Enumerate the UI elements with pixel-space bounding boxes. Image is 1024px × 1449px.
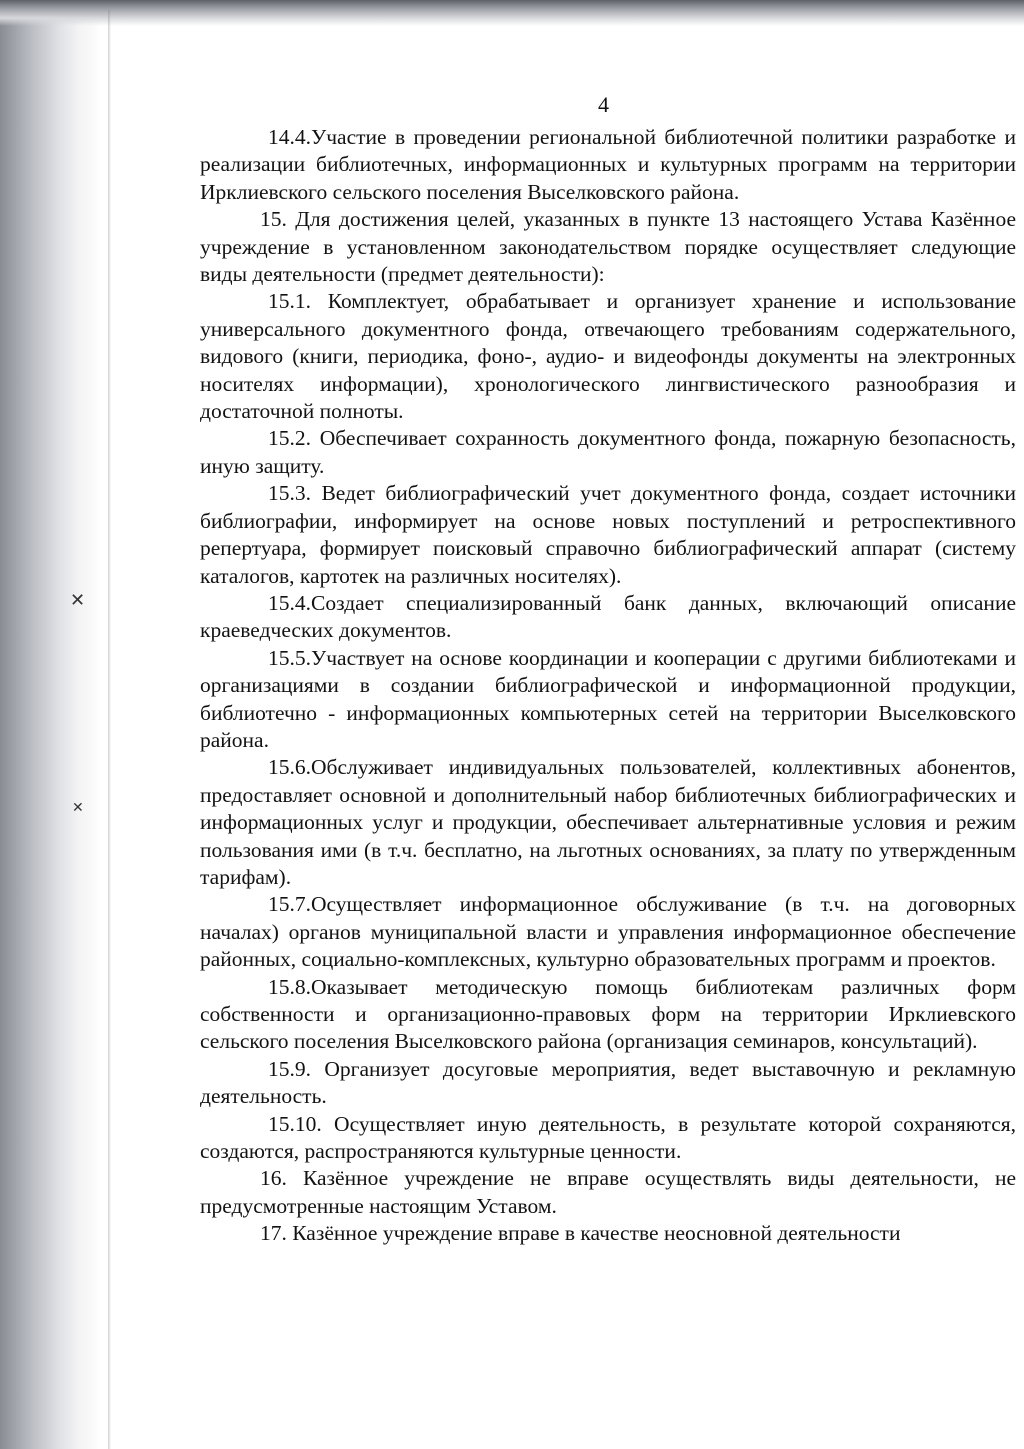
paragraph-15-10: 15.10. Осуществляет иную деятельность, в результате которой сохраняются, создаются, распространяются культурные ценности. bbox=[200, 1111, 1016, 1164]
scan-top-shadow bbox=[0, 0, 1024, 26]
paragraph-15-2: 15.2. Обеспечивает сохранность документного фонда, пожарную безопасность, иную защиту. bbox=[200, 426, 1016, 478]
binding-mark-icon: ✕ bbox=[70, 590, 86, 611]
document-body bbox=[200, 124, 1016, 1248]
paragraph-15-6: 15.6.Обслуживает индивидуальных пользователей, коллективных абонентов, предоставляет основной и дополнительный набор библиотечных библиографических и информационных услуг и продукции, обеспечивает альтернативные условия и режим пользования ими (в т.ч. бесплатно, на льготных основаниях, за плату по утвержденным тарифам). bbox=[200, 755, 1016, 889]
paragraph-15-9: 15.9. Организует досуговые мероприятия, ведет выставочную и рекламную деятельность. bbox=[200, 1056, 1016, 1109]
paragraph-15-3: 15.3. Ведет библиографический учет документного фонда, создает источники библиографии, информирует на основе новых поступлений и ретроспективного репертуара, формирует поисковый справочно библиографический аппарат (систему каталогов, картотек на различных носителях). bbox=[200, 481, 1016, 588]
paragraph-15-5: 15.5.Участвует на основе координации и кооперации с другими библиотеками и организациями в создании библиографической и информационной продукции, библиотечно - информационных компьютерных сетей на территории Выселковского района. bbox=[200, 645, 1016, 752]
paragraph-15-7: 15.7.Осуществляет информационное обслуживание (в т.ч. на договорных началах) органов муниципальной власти и управления информационное обеспечение районных, социально-комплексных, культурно образовательных программ и проектов. bbox=[200, 892, 1016, 972]
paragraph-17: 17. Казённое учреждение вправе в качестве неосновной деятельности bbox=[260, 1221, 901, 1246]
paragraph-15: 15. Для достижения целей, указанных в пункте 13 настоящего Устава Казённое учреждение в установленном законодательством порядке осуществляет следующие виды деятельности (предмет деятельности): bbox=[200, 207, 1016, 287]
paragraph-14-4: 14.4.Участие в проведении региональной библиотечной политики разработке и реализации библиотечных, информационных и культурных программ на территории Ирклиевского сельского поселения Выселковского района. bbox=[200, 125, 1016, 204]
paragraph-15-8: 15.8.Оказывает методическую помощь библиотекам различных форм собственности и организационно-правовых форм на территории Ирклиевского сельского поселения Выселковского района (организация семинаров, консультаций). bbox=[200, 974, 1016, 1054]
page-number: 4 bbox=[598, 92, 609, 117]
page-fold-line bbox=[108, 10, 111, 1449]
paragraph-15-1: 15.1. Комплектует, обрабатывает и организует хранение и использование универсального документного фонда, отвечающего требованиям содержательного, видового (книги, периодика, фоно-, аудио- и видеофонды документы на электронных носителях информации), хронологического лингвистического разнообразия и достаточной полноты. bbox=[200, 289, 1016, 424]
paragraph-15-4: 15.4.Создает специализированный банк данных, включающий описание краеведческих документов. bbox=[200, 590, 1016, 643]
binding-mark-icon: ✕ bbox=[72, 800, 84, 816]
paragraph-16: 16. Казённое учреждение не вправе осуществлять виды деятельности, не предусмотренные настоящим Уставом. bbox=[200, 1166, 1016, 1218]
